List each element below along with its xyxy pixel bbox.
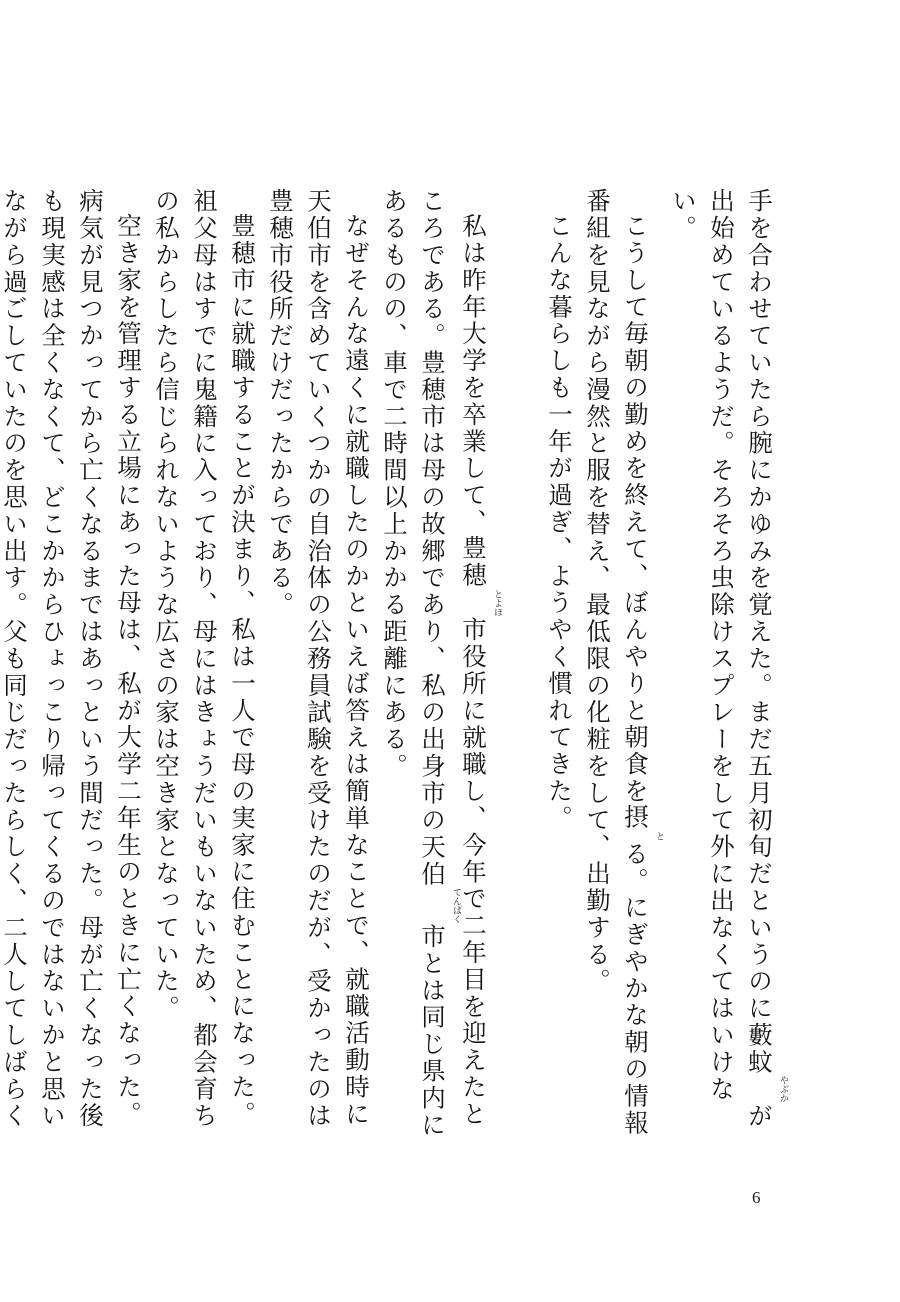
ruby-yabuka-reading: やぶか	[778, 1075, 788, 1103]
paragraph-4-text-c: 市とは同じ県内にあるものの、車で二時間以上かかる距離にある。	[380, 188, 447, 1139]
paragraph-3-text-a: こんな暮らしも一年が過ぎ、ようやく慣れてきた。	[545, 212, 574, 832]
ruby-toyoho-reading: とよほ	[492, 589, 502, 617]
ruby-tenpaku-reading: てんぱく	[451, 887, 461, 924]
paragraph-7	[0, 188, 147, 1140]
vertical-text-body	[0, 188, 788, 1140]
paragraph-1-text-a: 手を合わせていたら腕にかゆみを覚えた。まだ五月初旬だというのに	[745, 188, 774, 1022]
ruby-tenpaku	[418, 833, 461, 924]
ruby-yabuka-base: 藪蚊	[745, 1021, 774, 1076]
ruby-tenpaku-base: 天伯	[418, 833, 447, 888]
paragraph-2-text-a: こうして毎朝の勤めを終えて、ぼんやりと朝食を	[621, 212, 650, 805]
ruby-yabuka	[745, 1021, 788, 1103]
paragraph-4	[375, 188, 502, 1140]
paragraph-4-text-b: 市役所に就職し、今年で二年目を迎えたところである。豊穂市は母の故郷であり、私の出身市の	[418, 188, 488, 1128]
paragraph-3	[540, 188, 578, 1140]
paragraph-4-text-a: 私は昨年大学を卒業して、	[459, 212, 488, 536]
ruby-toyoho	[459, 535, 502, 617]
ruby-to	[621, 804, 664, 841]
paragraph-1-text-b: が出始めているようだ。そろそろ虫除けスプレーをして外に出なくてはいけない。	[669, 188, 774, 1130]
paragraph-1	[664, 188, 788, 1140]
paragraph-5-text-a: なぜそんな遠くに就職したのかといえば答えは簡単なことで、就職活動時に天伯市を含めていくつかの自治体の公務員試験を受けたのだが、受かったのは豊穂市役所だけだったからである。	[266, 188, 371, 1130]
ruby-to-reading: と	[654, 831, 664, 841]
paragraph-2-text-b: る。にぎやかな朝の情報番組を見ながら漫然と服を替え、最低限の化粧をして、出勤する。	[583, 188, 650, 1137]
paragraph-6-text-a: 豊穂市に就職することが決まり、私は一人で母の実家に住むことになった。祖父母はすでに鬼籍に入っており、母にはきょうだいもいないため、都会育ちの私からしたら信じられないような広さの家は空き家となっていた。	[152, 188, 257, 1130]
paragraph-2	[578, 188, 664, 1140]
paragraph-6	[147, 188, 261, 1140]
paragraph-5	[261, 188, 375, 1140]
ruby-to-base: 摂	[621, 804, 650, 832]
page-number: 6	[752, 1188, 761, 1207]
paragraph-7-text-a: 空き家を管理する立場にあった母は、私が大学二年生のときに亡くなった。病気が見つかってから亡くなるまではあっという間だった。母が亡くなった後も現実感は全くなくて、どこかからひょっこり帰ってくるのではないかと思いながら過ごしていたのを思い出す。父も同じだったらしく、二人してしばらく	[0, 188, 143, 1130]
ruby-toyoho-base: 豊穂	[459, 535, 488, 590]
